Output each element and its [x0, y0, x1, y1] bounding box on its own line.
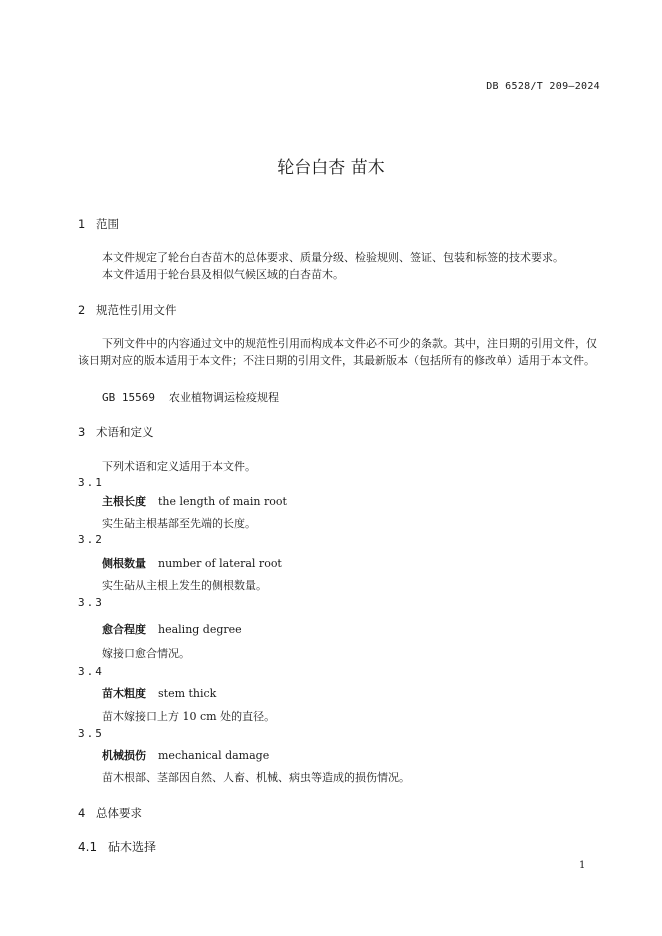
term-chinese: 愈合程度: [102, 623, 146, 636]
term-number: 3.4: [78, 665, 104, 678]
term-number: 3.5: [78, 727, 104, 740]
document-title: 轮台白杏 苗木: [277, 158, 385, 178]
term-number: 3.3: [78, 596, 104, 609]
section-1-heading: [78, 216, 119, 232]
section-2-paragraph: 下列文件中的内容通过文中的规范性引用而构成本文件必不可少的条款。其中，注日期的引用文件，仅该日期对应的版本适用于本文件；不注日期的引用文件，其最新版本（包括所有的修改单）适用于本文件。: [78, 337, 597, 367]
subsection-number: 4.1: [78, 840, 98, 854]
term-english: number of lateral root: [158, 557, 282, 570]
section-3-intro: 下列术语和定义适用于本文件。: [102, 460, 256, 473]
term-chinese: 苗木粗度: [102, 687, 146, 700]
section-1-paragraph-2: 本文件适用于轮台县及相似气候区域的白杏苗木。: [102, 268, 344, 281]
section-2-heading: [78, 302, 177, 318]
section-3-heading: [78, 424, 154, 440]
document-code: DB 6528/T 209—2024: [486, 81, 600, 92]
term-entry: [102, 747, 269, 763]
section-title: 术语和定义: [96, 425, 154, 439]
term-entry: [102, 555, 282, 571]
subsection-title: 砧木选择: [108, 840, 157, 854]
term-number: 3.2: [78, 533, 104, 546]
term-definition: 嫁接口愈合情况。: [102, 647, 190, 660]
section-1-paragraph-1: 本文件规定了轮台白杏苗木的总体要求、质量分级、检验规则、签证、包装和标签的技术要求。: [102, 251, 564, 264]
term-entry: [102, 493, 287, 509]
section-number: 4: [78, 806, 86, 820]
term-definition: 实生砧主根基部至先端的长度。: [102, 517, 256, 530]
reference-code: GB 15569: [102, 391, 155, 404]
subsection-4-1-heading: [78, 838, 156, 855]
normative-reference: [102, 389, 279, 405]
term-number: 3.1: [78, 476, 104, 489]
term-english: the length of main root: [158, 495, 287, 508]
term-chinese: 机械损伤: [102, 749, 146, 762]
page-number: 1: [579, 860, 586, 871]
term-entry: [102, 621, 242, 637]
term-english: stem thick: [158, 687, 217, 700]
section-4-heading: [78, 805, 142, 821]
section-title: 总体要求: [96, 806, 142, 820]
term-definition: 实生砧从主根上发生的侧根数量。: [102, 579, 267, 592]
section-number: 2: [78, 303, 86, 317]
section-number: 3: [78, 425, 86, 439]
term-english: healing degree: [158, 623, 242, 636]
section-number: 1: [78, 217, 86, 231]
term-definition: 苗木根部、茎部因自然、人畜、机械、病虫等造成的损伤情况。: [102, 771, 410, 784]
term-english: mechanical damage: [158, 749, 270, 762]
section-title: 范围: [96, 217, 119, 231]
reference-title: 农业植物调运检疫规程: [168, 391, 279, 404]
section-title: 规范性引用文件: [96, 303, 177, 317]
term-chinese: 侧根数量: [102, 557, 146, 570]
term-definition: 苗木嫁接口上方 10 cm 处的直径。: [102, 710, 276, 723]
term-entry: [102, 685, 216, 701]
term-chinese: 主根长度: [102, 495, 146, 508]
